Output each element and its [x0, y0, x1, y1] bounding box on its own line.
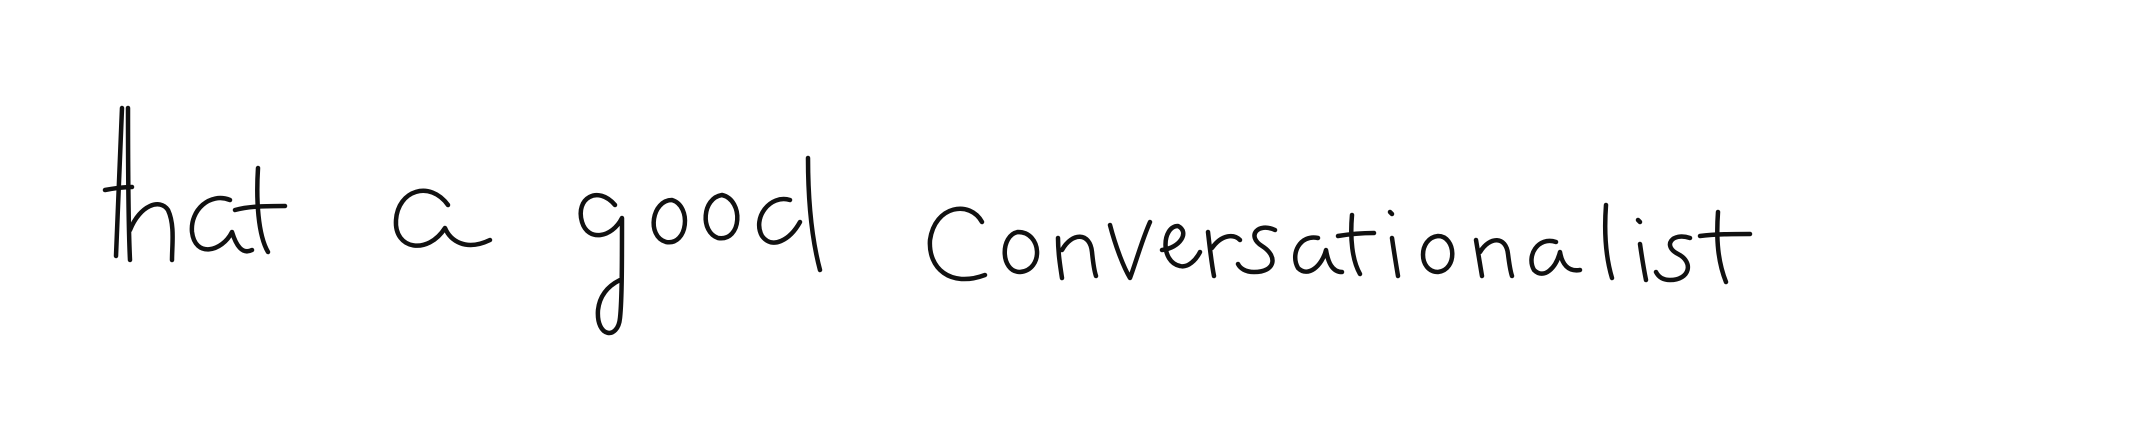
handwritten-word-that: [105, 108, 285, 260]
handwritten-word-good: [581, 158, 820, 333]
handwritten-word-a: [396, 191, 490, 246]
handwritten-word-conversationalist: [930, 205, 1750, 282]
